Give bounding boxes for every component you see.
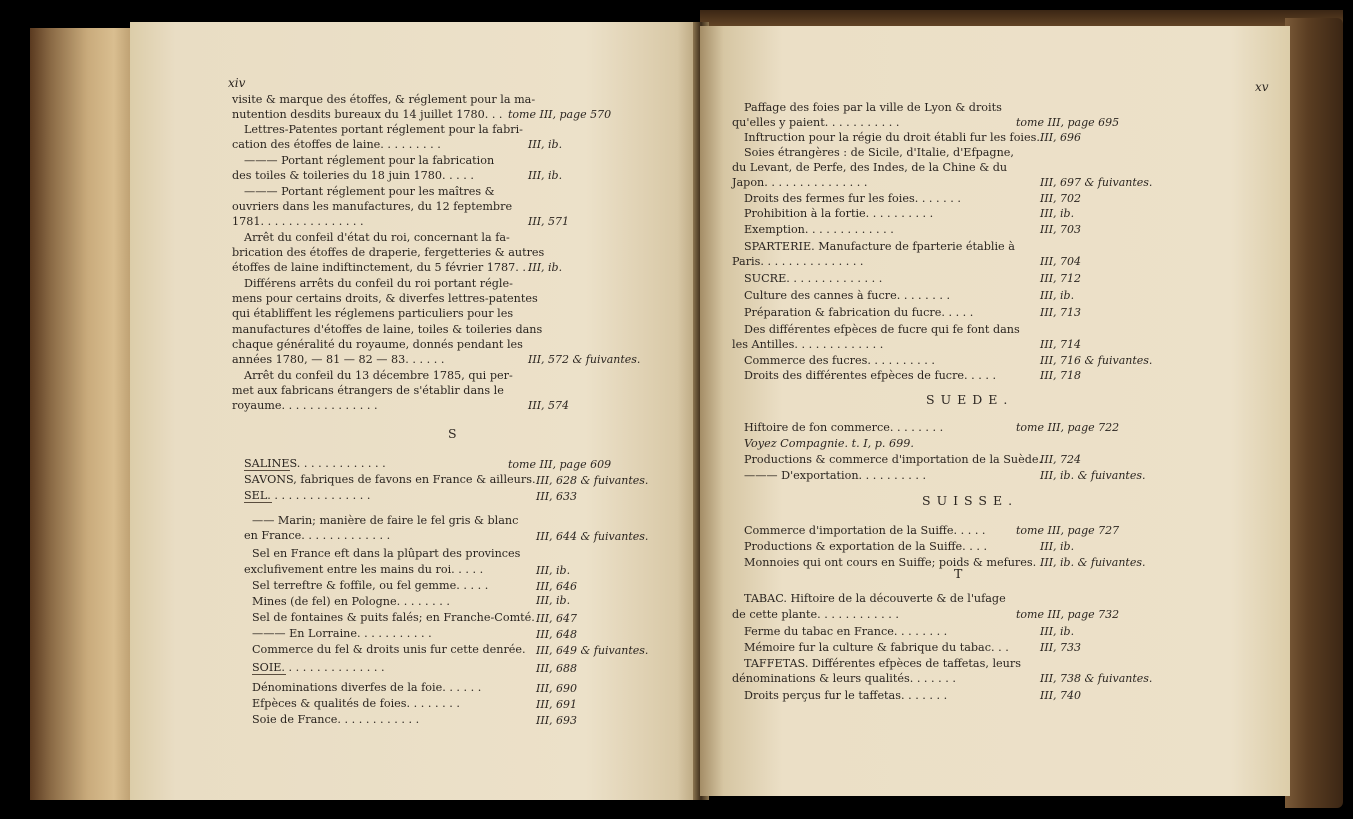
- text-line: Mines (de fel) en Pologne. . . . . . . .: [252, 595, 450, 608]
- text-line: Arrêt du confeil du 13 décembre 1785, qui per-: [244, 369, 513, 382]
- page-ref: tome III, page 722: [1016, 421, 1120, 434]
- rule: [252, 674, 286, 675]
- text-line: ouvriers dans les manufactures, du 12 feptembre: [232, 200, 513, 213]
- page-ref: III, 733: [1040, 641, 1082, 654]
- page-ref: III, 693: [536, 714, 578, 727]
- text-line: Arrêt du confeil d'état du roi, concernant la fa-: [244, 231, 510, 244]
- rule: [244, 502, 272, 503]
- text-line: visite & marque des étoffes, & réglement pour la ma-: [232, 93, 536, 106]
- text-line: Sel en France eft dans la plûpart des provinces: [252, 547, 521, 560]
- page-ref: III, 691: [536, 698, 578, 711]
- page-ref: III, 704: [1040, 255, 1082, 268]
- text-line: TAFFETAS. Différentes efpèces de taffetas, leurs: [744, 657, 1021, 670]
- text-line: Des différentes efpèces de fucre qui fe font dans: [744, 323, 1020, 336]
- page-ref: tome III, page 570: [508, 108, 612, 121]
- text-line: met aux fabricans étrangers de s'établir dans le: [232, 384, 504, 397]
- text-line: SEL. . . . . . . . . . . . . . .: [244, 489, 371, 502]
- text-line: Monnoies qui ont cours en Suiffe; poids & mefures.: [744, 556, 1037, 569]
- page-ref: III, 713: [1040, 306, 1082, 319]
- text-line: mens pour certains droits, & diverfes lettres-patentes: [232, 292, 538, 305]
- text-line: de cette plante. . . . . . . . . . . .: [732, 608, 899, 621]
- page-ref: III, 703: [1040, 223, 1082, 236]
- page-ref: III, ib.: [536, 594, 571, 607]
- text-line: Inftruction pour la régie du droit établi fur les foies.: [744, 131, 1040, 144]
- text-line: manufactures d'étoffes de laine, toiles & toileries dans: [232, 323, 543, 336]
- page-ref: III, 648: [536, 628, 578, 641]
- right-page: [700, 26, 1290, 796]
- page-ref: III, 633: [536, 490, 578, 503]
- page-ref: III, 628 & fuivantes.: [536, 474, 649, 487]
- page-ref: III, 712: [1040, 272, 1082, 285]
- text-line: Japon. . . . . . . . . . . . . . .: [732, 176, 868, 189]
- section-heading: SUISSE.: [922, 493, 1019, 508]
- text-line: Droits des différentes efpèces de fucre. . . . .: [744, 369, 997, 382]
- page-ref: III, 696: [1040, 131, 1082, 144]
- page-ref: tome III, page 732: [1016, 608, 1120, 621]
- left-page: [130, 22, 700, 800]
- text-line: Lettres-Patentes portant réglement pour la fabri-: [244, 123, 523, 136]
- text-line: exclufivement entre les mains du roi. . . . .: [244, 563, 484, 576]
- text-line: Efpèces & qualités de foies. . . . . . . .: [252, 697, 460, 710]
- text-line: des toiles & toileries du 18 juin 1780. . . . .: [232, 169, 474, 182]
- text-line: Droits perçus fur le taffetas. . . . . . .: [744, 689, 948, 702]
- page-ref: III, ib. & fuivantes.: [1040, 556, 1146, 569]
- text-line: Sel terreftre & foffile, ou fel gemme. . . . .: [252, 579, 489, 592]
- page-ref: III, 702: [1040, 192, 1082, 205]
- text-line: Commerce du fel & droits unis fur cette denrée.: [252, 643, 526, 656]
- page-ref: III, 714: [1040, 338, 1082, 351]
- text-line: Droits des fermes fur les foies. . . . . . .: [744, 192, 961, 205]
- text-line: Paffage des foies par la ville de Lyon & droits: [744, 101, 1002, 114]
- page-number: xiv: [228, 76, 246, 90]
- text-line: années 1780, — 81 — 82 — 83. . . . . .: [232, 353, 445, 366]
- text-line: Exemption. . . . . . . . . . . . .: [744, 223, 894, 236]
- text-line: Voyez Compagnie. t. I, p. 699.: [744, 437, 914, 450]
- text-line: qu'elles y paient. . . . . . . . . . .: [732, 116, 900, 129]
- text-line: Soies étrangères : de Sicile, d'Italie, d'Efpagne,: [744, 146, 1014, 159]
- page-ref: III, 647: [536, 612, 578, 625]
- text-line: SPARTERIE. Manufacture de fparterie établie à: [744, 240, 1015, 253]
- text-line: Dénominations diverfes de la foie. . . . . .: [252, 681, 482, 694]
- page-ref: III, 688: [536, 662, 578, 675]
- text-line: ——— Portant réglement pour la fabrication: [244, 154, 495, 167]
- text-line: Hiftoire de fon commerce. . . . . . . .: [744, 421, 944, 434]
- page-ref: III, ib.: [1040, 625, 1075, 638]
- text-line: Culture des cannes à fucre. . . . . . . .: [744, 289, 951, 302]
- page-ref: III, 697 & fuivantes.: [1040, 176, 1153, 189]
- text-line: brication des étoffes de draperie, fergetteries & autres: [232, 246, 545, 259]
- page-ref: III, 574: [528, 399, 570, 412]
- text-line: —— Marin; manière de faire le fel gris & blanc: [252, 514, 519, 527]
- page-ref: III, ib.: [528, 138, 563, 151]
- text-line: Prohibition à la fortie. . . . . . . . . .: [744, 207, 934, 220]
- page-ref: III, 649 & fuivantes.: [536, 644, 649, 657]
- page-ref: III, ib.: [528, 169, 563, 182]
- page-ref: III, 690: [536, 682, 578, 695]
- text-line: royaume. . . . . . . . . . . . . .: [232, 399, 378, 412]
- text-line: du Levant, de Perfe, des Indes, de la Chine & du: [732, 161, 1008, 174]
- text-line: qui établiffent les réglemens particuliers pour les: [232, 307, 514, 320]
- text-line: Préparation & fabrication du fucre. . . . .: [744, 306, 974, 319]
- text-line: ——— Portant réglement pour les maîtres &: [244, 185, 495, 198]
- text-line: chaque généralité du royaume, donnés pendant les: [232, 338, 523, 351]
- text-line: SOIE. . . . . . . . . . . . . . .: [252, 661, 385, 674]
- section-heading: S: [448, 426, 463, 441]
- page-ref: III, 571: [528, 215, 570, 228]
- page-ref: tome III, page 727: [1016, 524, 1120, 537]
- text-line: Différens arrêts du confeil du roi portant régle-: [244, 277, 513, 290]
- text-line: 1781. . . . . . . . . . . . . . .: [232, 215, 364, 228]
- text-line: ——— D'exportation. . . . . . . . . .: [744, 469, 927, 482]
- page-ref: III, ib.: [528, 261, 563, 274]
- page-ref: tome III, page 609: [508, 458, 612, 471]
- page-ref: III, ib. & fuivantes.: [1040, 469, 1146, 482]
- page-ref: III, ib.: [1040, 540, 1075, 553]
- text-line: nutention desdits bureaux du 14 juillet 1780. . .: [232, 108, 503, 121]
- page-ref: III, 716 & fuivantes.: [1040, 354, 1153, 367]
- text-line: dénominations & leurs qualités. . . . . . .: [732, 672, 956, 685]
- page-ref: III, 644 & fuivantes.: [536, 530, 649, 543]
- text-line: TABAC. Hiftoire de la découverte & de l'ufage: [744, 592, 1006, 605]
- page-number: xv: [1255, 80, 1269, 94]
- text-line: Paris. . . . . . . . . . . . . . .: [732, 255, 864, 268]
- page-ref: III, 718: [1040, 369, 1082, 382]
- text-line: SUCRE. . . . . . . . . . . . . .: [744, 272, 883, 285]
- text-line: Productions & commerce d'importation de la Suède.: [744, 453, 1043, 466]
- text-line: Commerce des fucres. . . . . . . . . .: [744, 354, 935, 367]
- text-line: Soie de France. . . . . . . . . . . .: [252, 713, 420, 726]
- page-ref: III, ib.: [1040, 207, 1075, 220]
- section-heading: SUEDE.: [926, 392, 1014, 407]
- text-line: étoffes de laine indiftinctement, du 5 février 1787. .: [232, 261, 526, 274]
- text-line: les Antilles. . . . . . . . . . . . .: [732, 338, 884, 351]
- section-heading: T: [954, 566, 969, 581]
- page-ref: III, 738 & fuivantes.: [1040, 672, 1153, 685]
- text-line: Sel de fontaines & puits falés; en Franche-Comté.: [252, 611, 535, 624]
- text-line: Mémoire fur la culture & fabrique du tabac. . .: [744, 641, 1009, 654]
- text-line: Commerce d'importation de la Suiffe. . . . .: [744, 524, 986, 537]
- book-cover-right: [1285, 18, 1343, 808]
- page-ref: III, 572 & fuivantes.: [528, 353, 641, 366]
- text-line: en France. . . . . . . . . . . . .: [244, 529, 391, 542]
- page-ref: tome III, page 695: [1016, 116, 1120, 129]
- rule: [244, 470, 290, 471]
- text-line: Productions & exportation de la Suiffe. . . .: [744, 540, 988, 553]
- page-ref: III, ib.: [536, 564, 571, 577]
- page-ref: III, ib.: [1040, 289, 1075, 302]
- page-ref: III, 740: [1040, 689, 1082, 702]
- book-edge-left: [30, 28, 135, 800]
- text-line: Ferme du tabac en France. . . . . . . .: [744, 625, 948, 638]
- page-ref: III, 724: [1040, 453, 1082, 466]
- page-ref: III, 646: [536, 580, 578, 593]
- text-line: SALINES. . . . . . . . . . . . .: [244, 457, 386, 470]
- text-line: SAVONS, fabriques de favons en France & ailleurs.: [244, 473, 536, 486]
- text-line: cation des étoffes de laine. . . . . . . . .: [232, 138, 441, 151]
- text-line: ——— En Lorraine. . . . . . . . . . .: [252, 627, 432, 640]
